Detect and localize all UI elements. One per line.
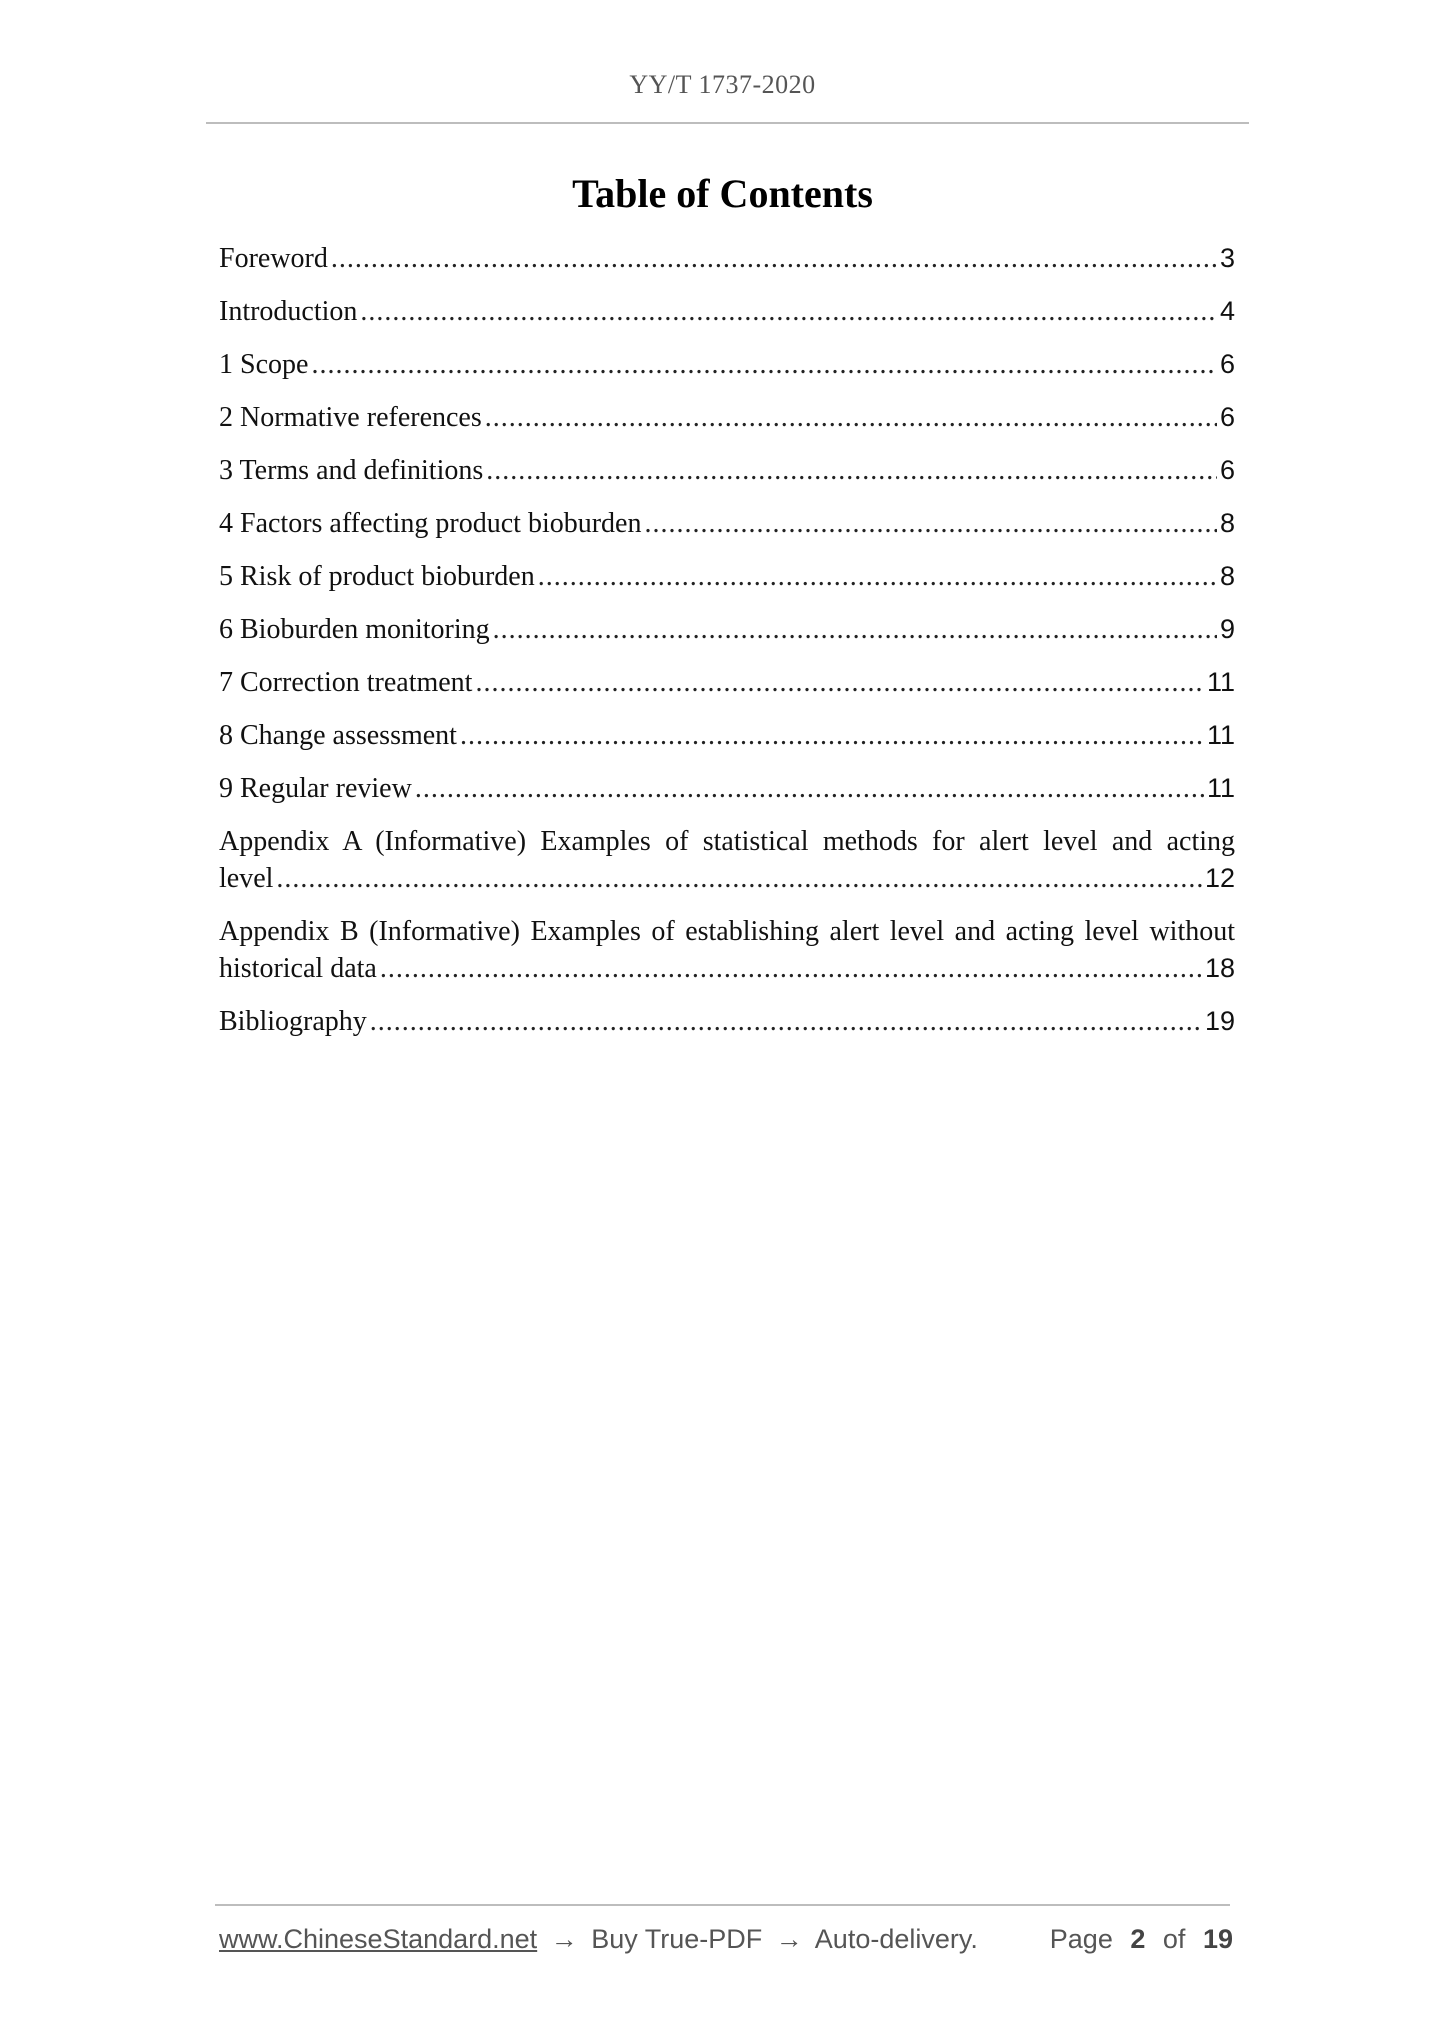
toc-entry-label: 2 Normative references <box>219 402 482 433</box>
arrow-right-icon: → <box>550 1924 578 1954</box>
page-footer <box>219 1924 1231 1955</box>
toc-entry-label: 8 Change assessment <box>219 720 457 751</box>
dot-leader <box>415 770 1204 807</box>
toc-entry-page: 11 <box>1206 773 1235 803</box>
toc-entry-page: 3 <box>1219 243 1235 273</box>
dot-leader <box>475 664 1204 701</box>
toc-entry-bibliography[interactable] <box>219 1003 1235 1040</box>
toc-entry-page: 18 <box>1204 953 1235 983</box>
toc-entry-regular-review[interactable] <box>219 770 1235 807</box>
dot-leader <box>370 1003 1202 1040</box>
toc-entry-label: Foreword <box>219 243 328 274</box>
toc-entry-label-line1: Appendix A (Informative) Examples of statistical methods for alert level and acting <box>219 826 1235 857</box>
toc-entry-label: 5 Risk of product bioburden <box>219 561 535 592</box>
toc-entry-label-line1: Appendix B (Informative) Examples of establishing alert level and acting level without <box>219 916 1235 947</box>
toc-entry-label: Introduction <box>219 296 358 327</box>
dot-leader <box>460 717 1204 754</box>
toc-entry-page: 9 <box>1219 614 1235 644</box>
buy-true-pdf-text: Buy True-PDF <box>591 1924 763 1954</box>
toc-entry-appendix-b[interactable] <box>219 913 1235 987</box>
toc-entry-risk-of-bioburden[interactable] <box>219 558 1235 595</box>
toc-entry-page: 19 <box>1204 1006 1235 1036</box>
total-pages-number: 19 <box>1202 1924 1233 1954</box>
of-word: of <box>1162 1924 1186 1954</box>
toc-entry-page: 8 <box>1219 561 1235 591</box>
dot-leader <box>538 558 1217 595</box>
page-word: Page <box>1049 1924 1113 1954</box>
toc-entry-page: 8 <box>1219 508 1235 538</box>
toc-entry-factors-affecting-bioburden[interactable] <box>219 505 1235 542</box>
toc-entry-label: 9 Regular review <box>219 773 412 804</box>
toc-entry-bioburden-monitoring[interactable] <box>219 611 1235 648</box>
dot-leader <box>360 293 1217 330</box>
toc-entry-terms-and-definitions[interactable] <box>219 452 1235 489</box>
standard-code-header: YY/T 1737-2020 <box>629 70 816 99</box>
toc-entry-normative-references[interactable] <box>219 399 1235 436</box>
toc-entry-label-line2: level <box>219 863 274 894</box>
toc-entry-foreword[interactable] <box>219 240 1235 277</box>
toc-entry-page: 6 <box>1219 455 1235 485</box>
toc-entry-label-line2: historical data <box>219 953 377 984</box>
dot-leader <box>331 240 1217 277</box>
website-link[interactable]: www.ChineseStandard.net <box>219 1924 538 1954</box>
toc-entry-page: 11 <box>1206 667 1235 697</box>
dot-leader <box>644 505 1216 542</box>
toc-entry-change-assessment[interactable] <box>219 717 1235 754</box>
toc-entry-scope[interactable] <box>219 346 1235 383</box>
toc-entry-label: 6 Bioburden monitoring <box>219 614 490 645</box>
toc-entry-appendix-a[interactable] <box>219 823 1235 897</box>
auto-delivery-text: Auto-delivery. <box>814 1924 978 1954</box>
page-indicator <box>1050 1924 1233 1955</box>
dot-leader <box>276 860 1202 897</box>
toc-entry-label: 3 Terms and definitions <box>219 455 484 486</box>
toc-entry-label: Bibliography <box>219 1006 367 1037</box>
dot-leader <box>380 950 1202 987</box>
toc-entry-page: 12 <box>1204 863 1235 893</box>
toc-entry-correction-treatment[interactable] <box>219 664 1235 701</box>
toc-entry-page: 6 <box>1219 349 1235 379</box>
footer-divider <box>215 1904 1230 1906</box>
header-divider <box>206 122 1249 124</box>
dot-leader <box>311 346 1217 383</box>
toc-entry-page: 6 <box>1219 402 1235 432</box>
table-of-contents <box>219 240 1235 1056</box>
toc-entry-label: 1 Scope <box>219 349 309 380</box>
dot-leader <box>485 399 1217 436</box>
toc-entry-page: 11 <box>1206 720 1235 750</box>
toc-entry-label: 7 Correction treatment <box>219 667 473 698</box>
arrow-right-icon: → <box>775 1924 803 1954</box>
dot-leader <box>493 611 1217 648</box>
footer-promo <box>219 1924 978 1955</box>
toc-title: Table of Contents <box>572 171 873 216</box>
toc-entry-introduction[interactable] <box>219 293 1235 330</box>
dot-leader <box>486 452 1217 489</box>
toc-entry-page: 4 <box>1219 296 1235 326</box>
current-page-number: 2 <box>1130 1924 1146 1954</box>
toc-entry-label: 4 Factors affecting product bioburden <box>219 508 642 539</box>
